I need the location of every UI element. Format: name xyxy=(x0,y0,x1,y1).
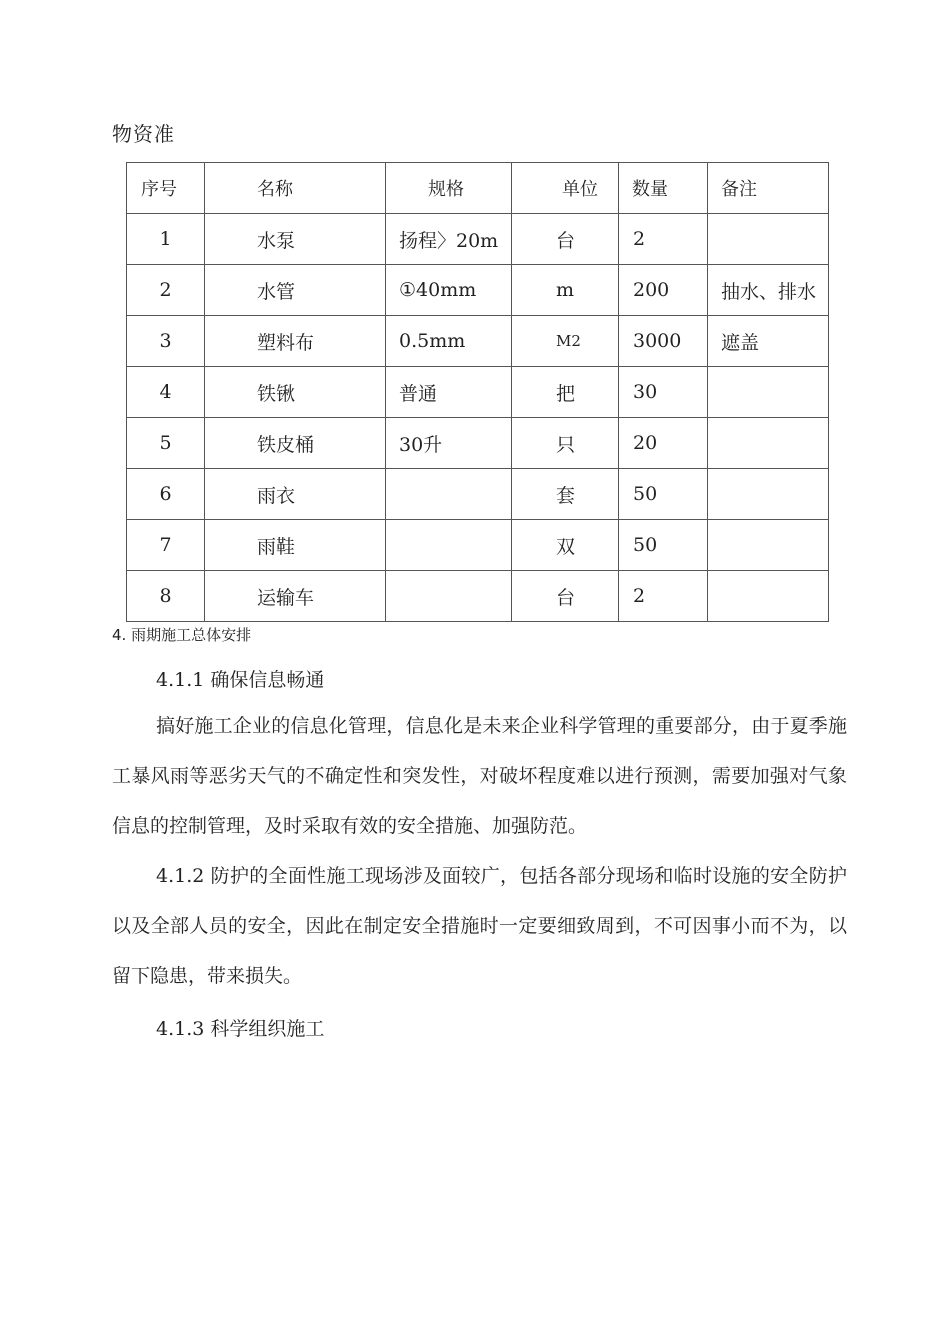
cell-note: 抽水、排水 xyxy=(708,265,829,316)
table-row xyxy=(127,316,829,367)
subsection-heading: 4.1.3 科学组织施工 xyxy=(156,1018,325,1040)
cell-seq: 4 xyxy=(127,367,205,418)
cell-qty: 50 xyxy=(619,469,708,520)
table-row xyxy=(127,469,829,520)
cell-note xyxy=(708,214,829,265)
cell-spec: 0.5mm xyxy=(386,316,512,367)
cell-unit: 套 xyxy=(512,469,619,520)
cell-spec xyxy=(386,469,512,520)
cell-seq: 6 xyxy=(127,469,205,520)
cell-name: 铁锹 xyxy=(205,367,386,418)
table-row xyxy=(127,214,829,265)
cell-seq: 2 xyxy=(127,265,205,316)
table-header-row xyxy=(127,163,829,214)
cell-seq: 8 xyxy=(127,571,205,622)
table-row xyxy=(127,367,829,418)
paragraph: 搞好施工企业的信息化管理，信息化是未来企业科学管理的重要部分，由于夏季施工暴风雨等恶劣天气的不确定性和突发性，对破坏程度难以进行预测，需要加强对气象信息的控制管理，及时采取有效的安全措施、加强防范。 xyxy=(112,715,847,837)
cell-name: 水泵 xyxy=(205,214,386,265)
cell-unit: 把 xyxy=(512,367,619,418)
section-heading: 4. 雨期施工总体安排 xyxy=(112,626,252,644)
cell-unit: 台 xyxy=(512,571,619,622)
header-cell-spec: 规格 xyxy=(386,163,512,214)
cell-name: 雨衣 xyxy=(205,469,386,520)
cell-qty: 20 xyxy=(619,418,708,469)
cell-spec: 30升 xyxy=(386,418,512,469)
cell-note xyxy=(708,367,829,418)
cell-name: 铁皮桶 xyxy=(205,418,386,469)
cell-qty: 2 xyxy=(619,571,708,622)
cell-spec xyxy=(386,520,512,571)
header-cell-seq: 序号 xyxy=(127,163,205,214)
cell-qty: 200 xyxy=(619,265,708,316)
cell-unit: 台 xyxy=(512,214,619,265)
header-cell-qty: 数量 xyxy=(619,163,708,214)
header-cell-note: 备注 xyxy=(708,163,829,214)
cell-spec xyxy=(386,571,512,622)
cell-note: 遮盖 xyxy=(708,316,829,367)
cell-note xyxy=(708,418,829,469)
cell-qty: 2 xyxy=(619,214,708,265)
table-row xyxy=(127,520,829,571)
cell-seq: 3 xyxy=(127,316,205,367)
cell-unit: m xyxy=(512,265,619,316)
table-row xyxy=(127,265,829,316)
cell-name: 雨鞋 xyxy=(205,520,386,571)
cell-seq: 7 xyxy=(127,520,205,571)
table-row xyxy=(127,418,829,469)
cell-seq: 1 xyxy=(127,214,205,265)
cell-note xyxy=(708,571,829,622)
cell-seq: 5 xyxy=(127,418,205,469)
page-title: 物资准 xyxy=(112,122,175,146)
cell-name: 运输车 xyxy=(205,571,386,622)
cell-name: 塑料布 xyxy=(205,316,386,367)
header-cell-unit: 单位 xyxy=(512,163,619,214)
paragraph: 4.1.2 防护的全面性施工现场涉及面较广，包括各部分现场和临时设施的安全防护以及全部人员的安全，因此在制定安全措施时一定要细致周到，不可因事小而不为，以留下隐患，带来损失。 xyxy=(112,865,847,987)
cell-unit: 双 xyxy=(512,520,619,571)
cell-spec: 扬程〉20m xyxy=(386,214,512,265)
cell-qty: 30 xyxy=(619,367,708,418)
materials-table xyxy=(126,162,829,622)
subsection-heading: 4.1.1 确保信息畅通 xyxy=(156,669,325,691)
cell-unit: 只 xyxy=(512,418,619,469)
table-row xyxy=(127,571,829,622)
cell-unit: M2 xyxy=(512,316,619,367)
cell-spec: 普通 xyxy=(386,367,512,418)
cell-note xyxy=(708,520,829,571)
cell-qty: 50 xyxy=(619,520,708,571)
header-cell-name: 名称 xyxy=(205,163,386,214)
cell-spec: ①40mm xyxy=(386,265,512,316)
cell-name: 水管 xyxy=(205,265,386,316)
cell-qty: 3000 xyxy=(619,316,708,367)
cell-note xyxy=(708,469,829,520)
